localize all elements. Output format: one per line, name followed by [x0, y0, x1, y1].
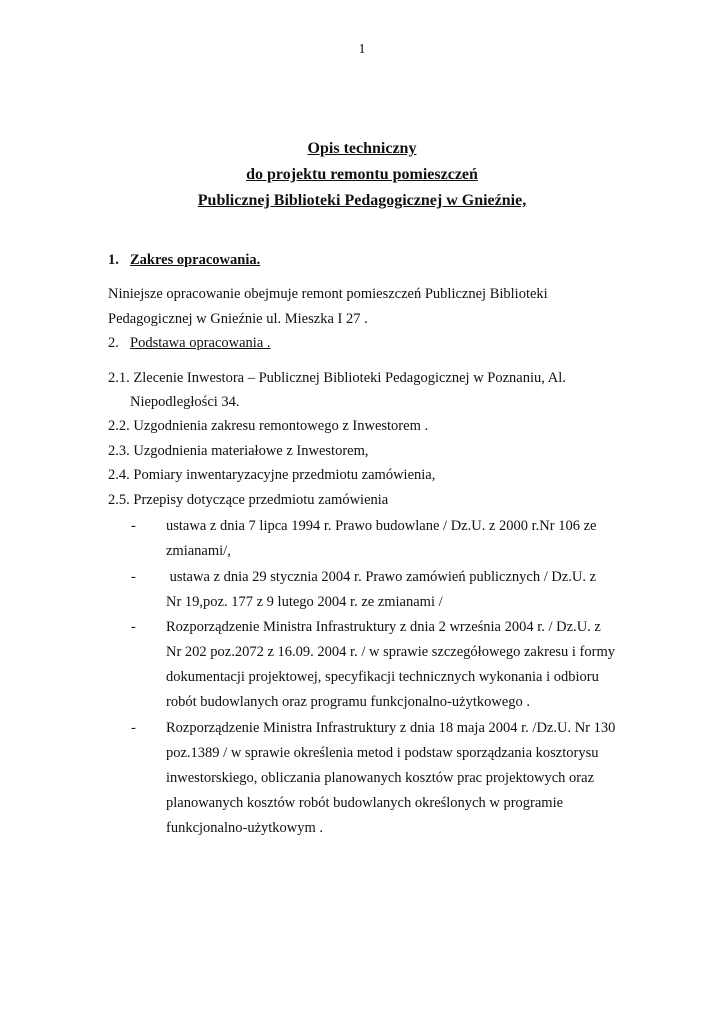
- regulation-3-line-2: Nr 202 poz.2072 z 16.09. 2004 r. / w sprawie szczegółowego zakresu i formy: [166, 644, 615, 660]
- item-2-5: 2.5. Przepisy dotyczące przedmiotu zamówienia: [108, 492, 389, 508]
- regulation-2-dash: -: [131, 569, 136, 585]
- section1-text-line-1: Niniejsze opracowanie obejmuje remont pomieszczeń Publicznej Biblioteki: [108, 286, 548, 302]
- title-line-3: Publicznej Biblioteki Pedagogicznej w Gnieźnie,: [197, 192, 527, 209]
- title-line-1: Opis techniczny: [307, 140, 417, 157]
- regulation-4-line-3: inwestorskiego, obliczania planowanych kosztów prac projektowych oraz: [166, 770, 595, 786]
- regulation-3-line-3: dokumentacji projektowej, specyfikacji technicznych wykonania i odbioru: [166, 669, 599, 685]
- document-title: [0, 136, 724, 214]
- regulation-1-line-2: zmianami/,: [166, 543, 231, 559]
- regulation-3-line-1: Rozporządzenie Ministra Infrastruktury z dnia 2 września 2004 r. / Dz.U. z: [166, 619, 601, 635]
- section2-heading: Podstawa opracowania .: [130, 335, 271, 351]
- section1-heading: Zakres opracowania.: [130, 252, 261, 268]
- section1-number: 1.: [108, 252, 119, 268]
- regulation-2-line-2: Nr 19,poz. 177 z 9 lutego 2004 r. ze zmianami /: [166, 594, 443, 610]
- regulation-4-line-2: poz.1389 / w sprawie określenia metod i podstaw sporządzania kosztorysu: [166, 745, 599, 761]
- item-2-1-line-2: Niepodległości 34.: [130, 394, 240, 410]
- item-2-4: 2.4. Pomiary inwentaryzacyjne przedmiotu zamówienia,: [108, 467, 436, 483]
- regulation-4-line-1: Rozporządzenie Ministra Infrastruktury z dnia 18 maja 2004 r. /Dz.U. Nr 130: [166, 720, 616, 736]
- regulation-1-line-1: ustawa z dnia 7 lipca 1994 r. Prawo budowlane / Dz.U. z 2000 r.Nr 106 ze: [166, 518, 597, 534]
- item-2-3: 2.3. Uzgodnienia materiałowe z Inwestorem,: [108, 443, 369, 459]
- regulation-2-line-1: ustawa z dnia 29 stycznia 2004 r. Prawo zamówień publicznych / Dz.U. z: [166, 569, 597, 585]
- section2-number: 2.: [108, 335, 119, 351]
- regulation-4-line-4: planowanych kosztów robót budowlanych określonych w programie: [166, 795, 564, 811]
- section1-text-line-2: Pedagogicznej w Gnieźnie ul. Mieszka I 27 .: [108, 311, 368, 327]
- page-number: 1: [358, 42, 366, 57]
- title-line-2: do projektu remontu pomieszczeń: [246, 166, 478, 183]
- item-2-1-line-1: 2.1. Zlecenie Inwestora – Publicznej Biblioteki Pedagogicznej w Poznaniu, Al.: [108, 370, 566, 386]
- regulation-3-dash: -: [131, 619, 136, 635]
- regulation-4-dash: -: [131, 720, 136, 736]
- regulation-4-line-5: funkcjonalno-użytkowym .: [166, 820, 324, 836]
- regulation-3-line-4: robót budowlanych oraz programu funkcjonalno-użytkowego .: [166, 694, 531, 710]
- item-2-2: 2.2. Uzgodnienia zakresu remontowego z Inwestorem .: [108, 418, 429, 434]
- regulation-1-dash: -: [131, 518, 136, 534]
